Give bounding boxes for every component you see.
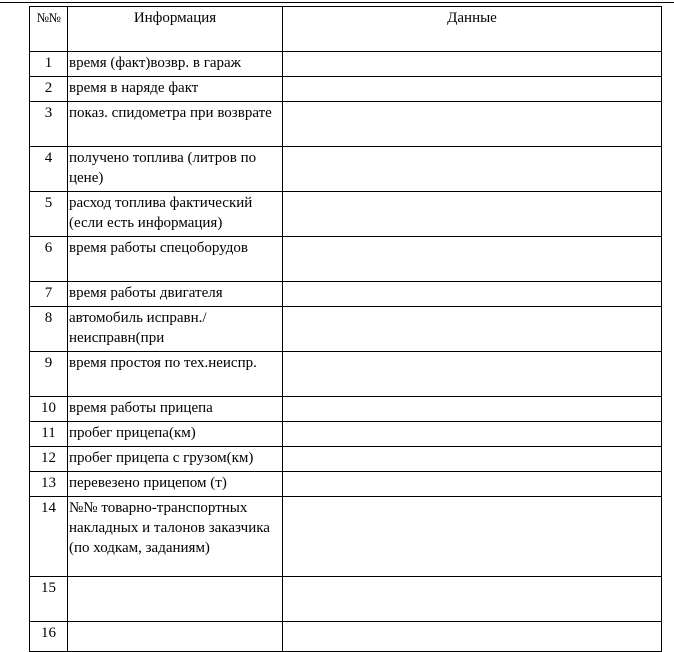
row-data-cell[interactable] [283,237,662,282]
row-data-cell[interactable] [283,52,662,77]
row-number: 9 [30,352,68,397]
row-info: время (факт)возвр. в гараж [68,52,283,77]
top-rule [0,2,674,3]
table-row [30,422,662,447]
row-data-cell[interactable] [283,422,662,447]
header-data: Данные [283,7,662,52]
row-info[interactable] [68,577,283,622]
row-number: 6 [30,237,68,282]
table-row [30,352,662,397]
row-info: время простоя по тех.неиспр. [68,352,283,397]
row-data-cell[interactable] [283,497,662,577]
row-number: 16 [30,622,68,652]
table-row [30,472,662,497]
row-data-cell[interactable] [283,192,662,237]
row-data-cell[interactable] [283,307,662,352]
header-number: №№ [30,7,68,52]
row-info: время работы двигателя [68,282,283,307]
table-row [30,622,662,652]
info-table [29,6,662,652]
row-number: 14 [30,497,68,577]
row-number: 2 [30,77,68,102]
row-number: 13 [30,472,68,497]
table-row [30,497,662,577]
row-data-cell[interactable] [283,622,662,652]
row-data-cell[interactable] [283,77,662,102]
table-row [30,577,662,622]
table-header-row [30,7,662,52]
table-row [30,77,662,102]
table-row [30,397,662,422]
row-number: 8 [30,307,68,352]
row-info[interactable] [68,622,283,652]
row-number: 10 [30,397,68,422]
row-info: №№ товарно-транспортных накладных и талонов заказчика (по ходкам, заданиям) [68,497,283,577]
row-number: 5 [30,192,68,237]
row-info: перевезено прицепом (т) [68,472,283,497]
row-number: 3 [30,102,68,147]
document-page [29,6,662,652]
row-info: показ. спидометра при возврате [68,102,283,147]
table-row [30,147,662,192]
row-info: получено топлива (литров по цене) [68,147,283,192]
row-number: 1 [30,52,68,77]
table-row [30,447,662,472]
header-info: Информация [68,7,283,52]
row-info: пробег прицепа с грузом(км) [68,447,283,472]
table-row [30,307,662,352]
row-data-cell[interactable] [283,447,662,472]
row-number: 7 [30,282,68,307]
row-number: 4 [30,147,68,192]
row-info: время работы прицепа [68,397,283,422]
row-number: 15 [30,577,68,622]
row-data-cell[interactable] [283,397,662,422]
row-number: 11 [30,422,68,447]
row-number: 12 [30,447,68,472]
table-row [30,102,662,147]
row-data-cell[interactable] [283,472,662,497]
row-info: расход топлива фактический (если есть информация) [68,192,283,237]
row-info: автомобиль исправн./неисправн(при [68,307,283,352]
row-data-cell[interactable] [283,577,662,622]
row-data-cell[interactable] [283,102,662,147]
table-row [30,282,662,307]
row-info: пробег прицепа(км) [68,422,283,447]
row-data-cell[interactable] [283,282,662,307]
row-info: время работы спецоборудов [68,237,283,282]
table-row [30,237,662,282]
table-row [30,52,662,77]
row-info: время в наряде факт [68,77,283,102]
row-data-cell[interactable] [283,352,662,397]
row-data-cell[interactable] [283,147,662,192]
table-row [30,192,662,237]
